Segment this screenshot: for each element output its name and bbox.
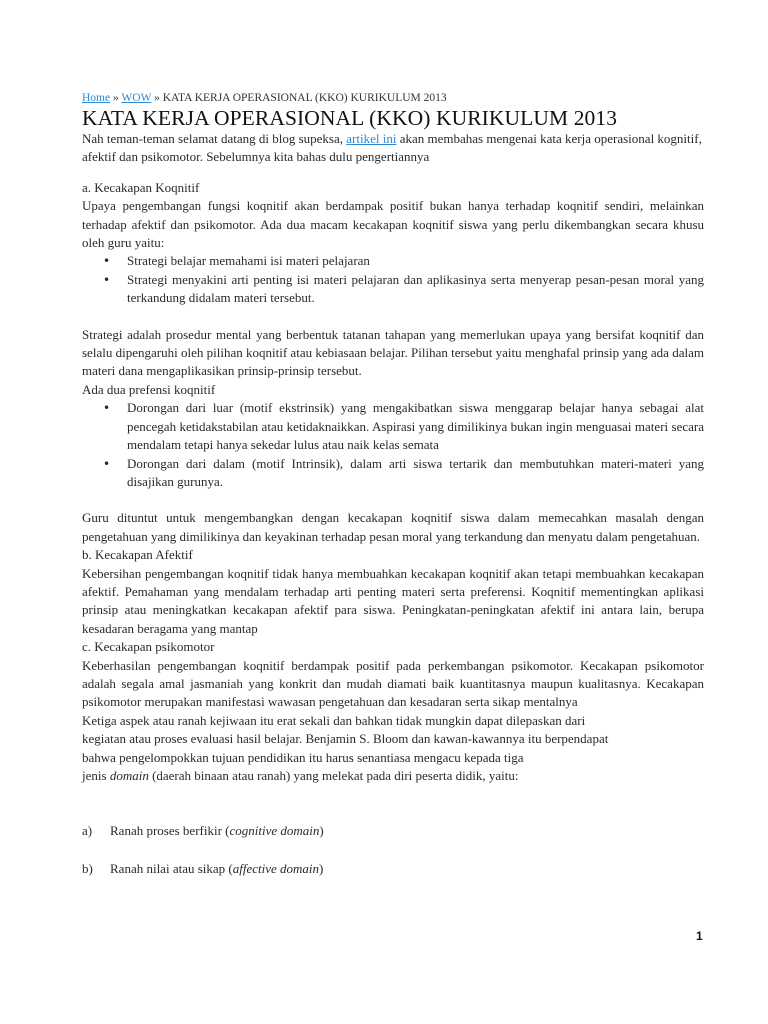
intro-text: Nah teman-teman selamat datang di blog supeksa, [82,131,347,146]
domain-text: Ranah proses berfikir (cognitive domain) [110,823,324,839]
bloom-text: (daerah binaan atau ranah) yang melekat pada diri peserta didik, yaitu: [148,768,519,783]
list-item: • Strategi belajar memahami isi materi pelajaran [82,252,704,270]
strategy-paragraph: Strategi adalah prosedur mental yang berbentuk tatanan tahapan yang memerlukan upaya yang bersifat koqnitif dan selalu dipengaruhi oleh pilihan koqnitif atau kebiasaan belajar. Pilihan tersebut yaitu menghafal prinsip yang ada dalam materi dana mengaplikasikan prinsip-prinsip tersebut. [82,326,704,379]
domain-item-b [82,860,704,878]
breadcrumb-separator: » [151,92,163,104]
breadcrumb-current: KATA KERJA OPERASIONAL (KKO) KURIKULUM 2013 [162,92,447,104]
list-item: • Dorongan dari dalam (motif Intrinsik), dalam arti siswa tertarik dan membutuhkan materi-materi yang disajikan gurunya. [82,455,704,492]
bloom-line: bahwa pengelompokkan tujuan pendidikan itu harus senantiasa mengacu kepada tiga [82,749,524,765]
page-number: 1 [696,929,703,943]
section-b-heading: b. Kecakapan Afektif [82,547,193,563]
breadcrumb [82,90,704,106]
strategy-list [82,252,704,307]
domain-text: Ranah nilai atau sikap (affective domain) [110,860,324,876]
domain-item-a [82,822,704,840]
list-marker: a) [82,823,93,839]
domain-term: domain [109,768,149,783]
intro-paragraph [82,130,704,167]
list-marker: b) [82,860,93,876]
teacher-paragraph: Guru dituntut untuk mengembangkan dengan kecakapan koqnitif siswa dalam memecahkan masalah dengan pengetahuan yang dimilikinya dan keyakinan terhadap pesan moral yang terkandung dan menyatu dalam pengetahuan. [82,510,704,544]
article-link[interactable]: artikel ini [346,131,397,146]
section-c-paragraph: Keberhasilan pengembangan koqnitif berdampak positif pada perkembangan psikomotor. Kecakapan psikomotor adalah segala amal jasmaniah yang konkrit dan mudah diamati baik kuantitasnya maupun kualitasnya. Kecakapan psikomotor merupakan manifestasi wawasan pengetahuan dan kesadaran serta sikap mentalnya [82,657,704,710]
preference-list [82,399,704,491]
bloom-text: jenis [82,768,110,783]
article-content [82,90,704,878]
bloom-line: kegiatan atau proses evaluasi hasil belajar. Benjamin S. Bloom dan kawan-kawannya itu berpendapat [82,731,609,747]
breadcrumb-separator: » [110,92,122,104]
list-item: • Strategi menyakini arti penting isi materi pelajaran dan aplikasinya serta menyerap pesan-pesan moral yang terkandung didalam materi tersebut. [82,271,704,308]
section-a-paragraph: Upaya pengembangan fungsi koqnitif akan berdampak positif bukan hanya terhadap koqnitif sendiri, melainkan terhadap afektif dan psikomotor. Ada dua macam kecakapan koqnitif siswa yang perlu dikembangkan secara khusu oleh guru yaitu: [82,198,704,251]
bloom-line: Ketiga aspek atau ranah kejiwaan itu erat sekali dan bahkan tidak mungkin dapat dilepaskan dari [82,712,586,728]
section-a-heading: a. Kecakapan Koqnitif [82,179,200,195]
section-b-paragraph: Kebersihan pengembangan koqnitif tidak hanya membuahkan kecakapan koqnitif akan tetapi membuahkan kecakapan afektif. Pemahaman yang mendalam terhadap arti penting materi serta preferensi. Koqnitif mementingkan aplikasi prinsip atau meningkatkan kecakapan afektif para siswa. Peningkatan-peningkatan afektif ini antara lain, berupa kesadaran beragama yang mantap [82,565,704,636]
preference-intro: Ada dua prefensi koqnitif [82,381,216,397]
bloom-line [82,767,704,785]
section-c-heading: c. Kecakapan psikomotor [82,639,215,655]
intro-text: akan membahas mengenai kata kerja operasional kognitif, afektif dan psikomotor. Sebelumnya kita bahas dulu pengertiannya [82,131,702,165]
breadcrumb-wow-link[interactable]: WOW [121,92,152,104]
article-body [82,130,704,878]
list-item: • Dorongan dari luar (motif ekstrinsik) yang mengakibatkan siswa menggarap belajar hanya sebagai alat pencegah ketidakstabilan atau ketidaknaikkan. Aspirasi yang dimilikinya bukan ingin menguasai materi secara mendalam tetapi hanya sekedar lulus atau naik kelas semata [82,399,704,454]
breadcrumb-home-link[interactable]: Home [82,92,111,104]
page-title: KATA KERJA OPERASIONAL (KKO) KURIKULUM 2013 [82,106,618,130]
